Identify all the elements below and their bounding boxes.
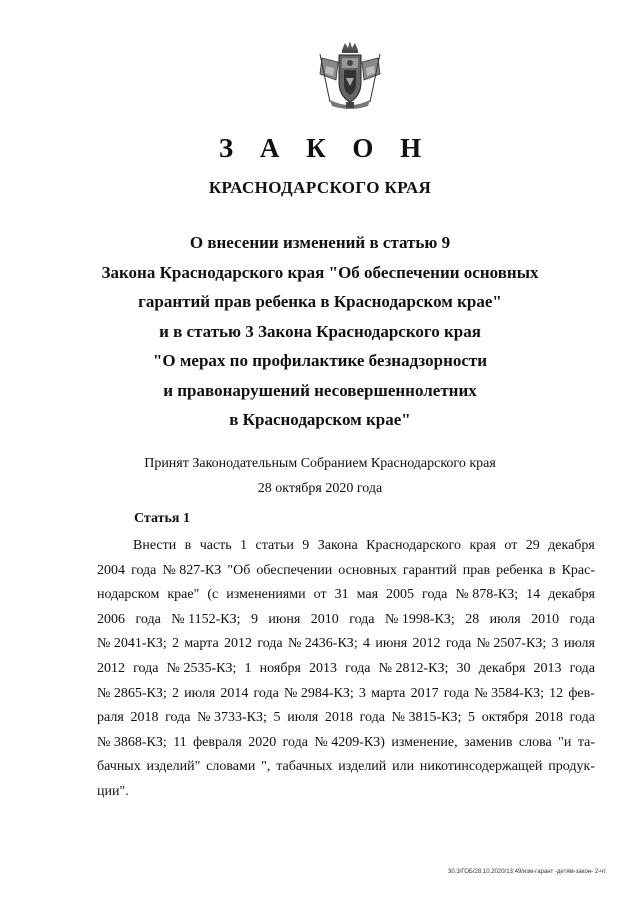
article-word: 14 <box>526 587 541 603</box>
article-word: ции". <box>97 783 129 799</box>
article-word: 1 <box>244 660 252 676</box>
article-word: 31 <box>334 587 349 603</box>
article-word: года <box>345 660 371 676</box>
article-body <box>97 534 595 805</box>
article-word: 2018 <box>130 710 159 726</box>
article-word: основных <box>338 562 397 578</box>
article-word: 12 <box>549 685 564 701</box>
article-word: в <box>184 538 192 553</box>
adoption-note <box>0 451 640 501</box>
article-word: года <box>253 685 279 701</box>
article-word: гарантий <box>402 562 457 578</box>
article-word: в <box>548 562 556 578</box>
article-word: изменение, <box>391 734 458 750</box>
article-word: года <box>569 660 595 676</box>
article-word: № 2984-КЗ; <box>283 685 354 701</box>
article-word: июня <box>375 636 408 652</box>
article-word: 2005 <box>386 587 415 603</box>
article-word: 2014 <box>220 685 249 701</box>
article-word: 5 <box>273 710 281 726</box>
article-word: года <box>165 710 191 726</box>
article-word: № 1998-КЗ; <box>384 611 455 627</box>
article-word: Внести <box>133 538 177 553</box>
heading-line: и в статью 3 Закона Краснодарского края <box>159 321 481 341</box>
article-word: 2010 <box>310 611 339 627</box>
article-word: года <box>133 660 159 676</box>
article-word: 2004 <box>97 562 125 578</box>
article-word: № 2865-КЗ; <box>97 685 167 701</box>
article-word: ребенка <box>496 562 543 578</box>
article-word: Закона <box>317 538 358 553</box>
article-word: № 4209-КЗ) <box>314 734 385 750</box>
article-word: изменениями <box>226 587 306 603</box>
article-word: марта <box>371 685 406 701</box>
heading-line: Закона Краснодарского края "Об обеспечении основных <box>101 262 539 282</box>
article-word: или <box>392 759 415 775</box>
article-word: (с <box>207 587 219 603</box>
article-word: 2013 <box>309 660 338 676</box>
article-word: 2010 <box>531 611 560 627</box>
article-word: года <box>131 562 157 578</box>
article-word: 2 <box>172 636 180 652</box>
article-word: 2012 <box>224 636 252 652</box>
article-word: 1 <box>240 538 248 553</box>
article-word: 2012 <box>412 636 441 652</box>
heading-line: гарантий прав ребенка в Краснодарском крае" <box>138 292 502 311</box>
article-word: табачных <box>276 759 333 775</box>
article-word: декабря <box>548 587 595 603</box>
article-word: октября <box>481 710 529 726</box>
article-word: 2006 <box>97 611 125 627</box>
article-word: года <box>349 611 375 627</box>
article-word: июля <box>489 611 521 627</box>
article-word: прав <box>462 562 491 578</box>
article-word: № 2507-КЗ; <box>476 636 547 652</box>
article-line <box>97 755 595 780</box>
article-word: года <box>135 611 161 627</box>
article-word: июля <box>287 710 319 726</box>
article-word: 3 <box>358 685 366 701</box>
article-word: часть <box>199 538 232 553</box>
article-word: года <box>257 636 283 652</box>
document-region-title: КРАСНОДАРСКОГО КРАЯ <box>208 178 432 197</box>
article-word: 9 <box>250 611 258 627</box>
article-word: раля <box>97 710 124 726</box>
article-line <box>97 583 595 608</box>
heading-line: в Краснодарском крае" <box>229 410 411 429</box>
article-word: № 3868-КЗ; <box>97 734 167 750</box>
heading-line: О внесении изменений в статью 9 <box>189 233 451 252</box>
article-word: та- <box>577 734 595 750</box>
article-word: № 1152-КЗ; <box>171 611 241 627</box>
article-line <box>97 534 595 559</box>
article-word: № 2535-КЗ; <box>166 660 237 676</box>
article-word: № 878-КЗ; <box>455 587 519 603</box>
article-word: года <box>359 710 385 726</box>
article-word: № 827-КЗ <box>162 562 222 578</box>
article-word: нодарском <box>97 587 160 603</box>
article-word: 4 <box>363 636 371 652</box>
article-line <box>97 706 595 731</box>
article-word: словами <box>206 759 256 775</box>
article-word: 3 <box>551 636 559 652</box>
article-word: года <box>282 734 308 750</box>
article-line <box>97 657 595 682</box>
article-word: № 3584-КЗ; <box>474 685 544 701</box>
article-line <box>97 682 595 707</box>
article-word: февраля <box>193 734 242 750</box>
article-word: 2 <box>171 685 179 701</box>
article-word: фев- <box>568 685 595 701</box>
article-word: № 2436-КЗ; <box>287 636 358 652</box>
article-word: бачных <box>97 759 141 775</box>
document-type-title: З А К О Н <box>218 133 432 163</box>
article-word: изделий" <box>146 759 201 775</box>
article-word: года <box>569 611 595 627</box>
article-word: № 2812-КЗ; <box>378 660 449 676</box>
article-title: Статья 1 <box>134 511 190 526</box>
heading-line: "О мерах по профилактике безнадзорности <box>152 351 488 370</box>
article-word: никотинсодержащей <box>419 759 543 775</box>
article-word: июня <box>268 611 301 627</box>
article-word: заменив <box>464 734 513 750</box>
adoption-date: 28 октября 2020 года <box>257 481 383 496</box>
article-word: 9 <box>302 538 310 553</box>
article-word: 2018 <box>534 710 563 726</box>
article-word: от <box>504 538 518 553</box>
coat-of-arms-icon <box>316 40 384 110</box>
article-word: края <box>469 538 496 553</box>
article-word: статьи <box>255 538 294 553</box>
article-word: № 2041-КЗ; <box>97 636 167 652</box>
article-word: 29 <box>525 538 540 553</box>
article-word: № 3815-КЗ; <box>391 710 462 726</box>
article-word: ноября <box>259 660 301 676</box>
article-line <box>97 780 595 805</box>
article-word: года <box>443 685 470 701</box>
article-word: продук- <box>548 759 595 775</box>
article-word: изделий <box>338 759 387 775</box>
article-word: обеспечении <box>256 562 333 578</box>
article-word: ", <box>261 759 271 775</box>
article-word: года <box>422 587 448 603</box>
article-word: слова <box>518 734 552 750</box>
article-word: "и <box>558 734 572 750</box>
article-line <box>97 632 595 657</box>
article-word: июля <box>184 685 216 701</box>
article-line <box>97 731 595 756</box>
document-footer-code: 30.3/ГОБ/28.10.2020/13:49/изм-гарант -детям-закон- 2-чт <box>448 869 606 875</box>
article-word: 5 <box>468 710 476 726</box>
article-word: 2013 <box>533 660 562 676</box>
article-word: года <box>569 710 595 726</box>
article-word: Крас- <box>561 562 595 578</box>
article-word: 2012 <box>97 660 125 676</box>
article-word: декабря <box>548 538 595 553</box>
article-word: № 3733-КЗ; <box>197 710 267 726</box>
article-line <box>97 608 595 633</box>
article-word: 2017 <box>410 685 439 701</box>
article-word: марта <box>184 636 219 652</box>
article-word: "Об <box>227 562 251 578</box>
article-word: 2018 <box>324 710 353 726</box>
article-word: года <box>445 636 472 652</box>
article-word: мая <box>356 587 379 603</box>
heading-line: и правонарушений несовершеннолетних <box>163 380 477 400</box>
article-word: 2020 <box>248 734 277 750</box>
article-word: от <box>313 587 327 603</box>
article-word: крае" <box>167 587 200 603</box>
article-word: Краснодарского <box>366 538 462 553</box>
article-word: 30 <box>456 660 471 676</box>
law-heading <box>0 228 640 435</box>
article-line <box>97 559 595 584</box>
article-word: 11 <box>173 734 187 750</box>
article-word: июля <box>563 636 595 652</box>
article-word: декабря <box>478 660 526 676</box>
adoption-body: Принят Законодательным Собранием Краснодарского края <box>144 456 496 471</box>
article-word: 28 <box>465 611 480 627</box>
